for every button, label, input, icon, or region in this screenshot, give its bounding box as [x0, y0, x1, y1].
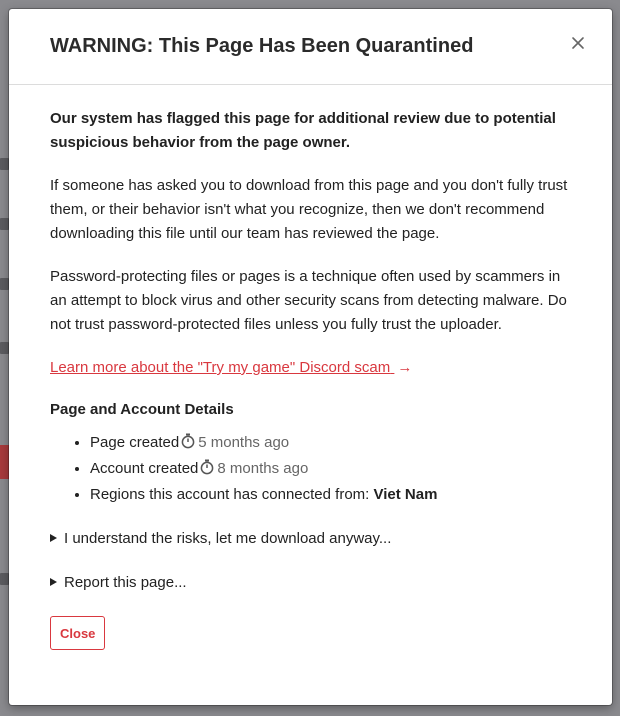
disclosure-triangle-icon: [50, 534, 57, 542]
regions-item: [90, 483, 575, 507]
stopwatch-icon: [200, 459, 214, 483]
close-icon[interactable]: [571, 36, 585, 50]
stopwatch-icon: [181, 433, 195, 457]
details-list: [50, 431, 575, 507]
page-created-value: 5 months ago: [198, 434, 290, 451]
dialog-title: WARNING: This Page Has Been Quarantined: [50, 35, 474, 57]
page-created-label: Page created: [90, 434, 180, 451]
account-created-item: [90, 457, 575, 483]
regions-label: Regions this account has connected from:: [90, 486, 370, 503]
account-created-value: 8 months ago: [217, 460, 309, 477]
warning-lead: Our system has flagged this page for additional review due to potential suspicious behavior from the page owner.: [50, 110, 556, 151]
account-created-label: Account created: [90, 460, 199, 477]
report-page-toggle[interactable]: [50, 571, 575, 595]
arrow-right-icon: →: [397, 359, 413, 376]
quarantine-warning-dialog: [9, 9, 612, 705]
warning-paragraph-password: Password-protecting files or pages is a technique often used by scammers in an attempt to block virus and other security scans from detecting malware. Do not trust password-protected files unless you fully trust the uploader.: [50, 268, 567, 333]
close-button[interactable]: Close: [50, 616, 105, 650]
regions-value: Viet Nam: [373, 486, 438, 503]
disclosure-triangle-icon: [50, 578, 57, 586]
discord-scam-link[interactable]: [50, 359, 412, 376]
report-page-label: Report this page...: [64, 574, 187, 591]
discord-scam-link-text: Learn more about the "Try my game" Discord scam: [50, 359, 391, 376]
details-heading: Page and Account Details: [50, 401, 234, 418]
dialog-body: [50, 107, 575, 650]
download-anyway-label: I understand the risks, let me download anyway...: [64, 530, 392, 547]
download-anyway-toggle[interactable]: [50, 527, 575, 551]
page-created-item: [90, 431, 575, 457]
warning-paragraph-download: If someone has asked you to download from this page and you don't fully trust them, or their behavior isn't what you recognize, then we don't recommend downloading this file until our team has reviewed the page.: [50, 177, 568, 242]
dialog-header: [9, 9, 612, 85]
